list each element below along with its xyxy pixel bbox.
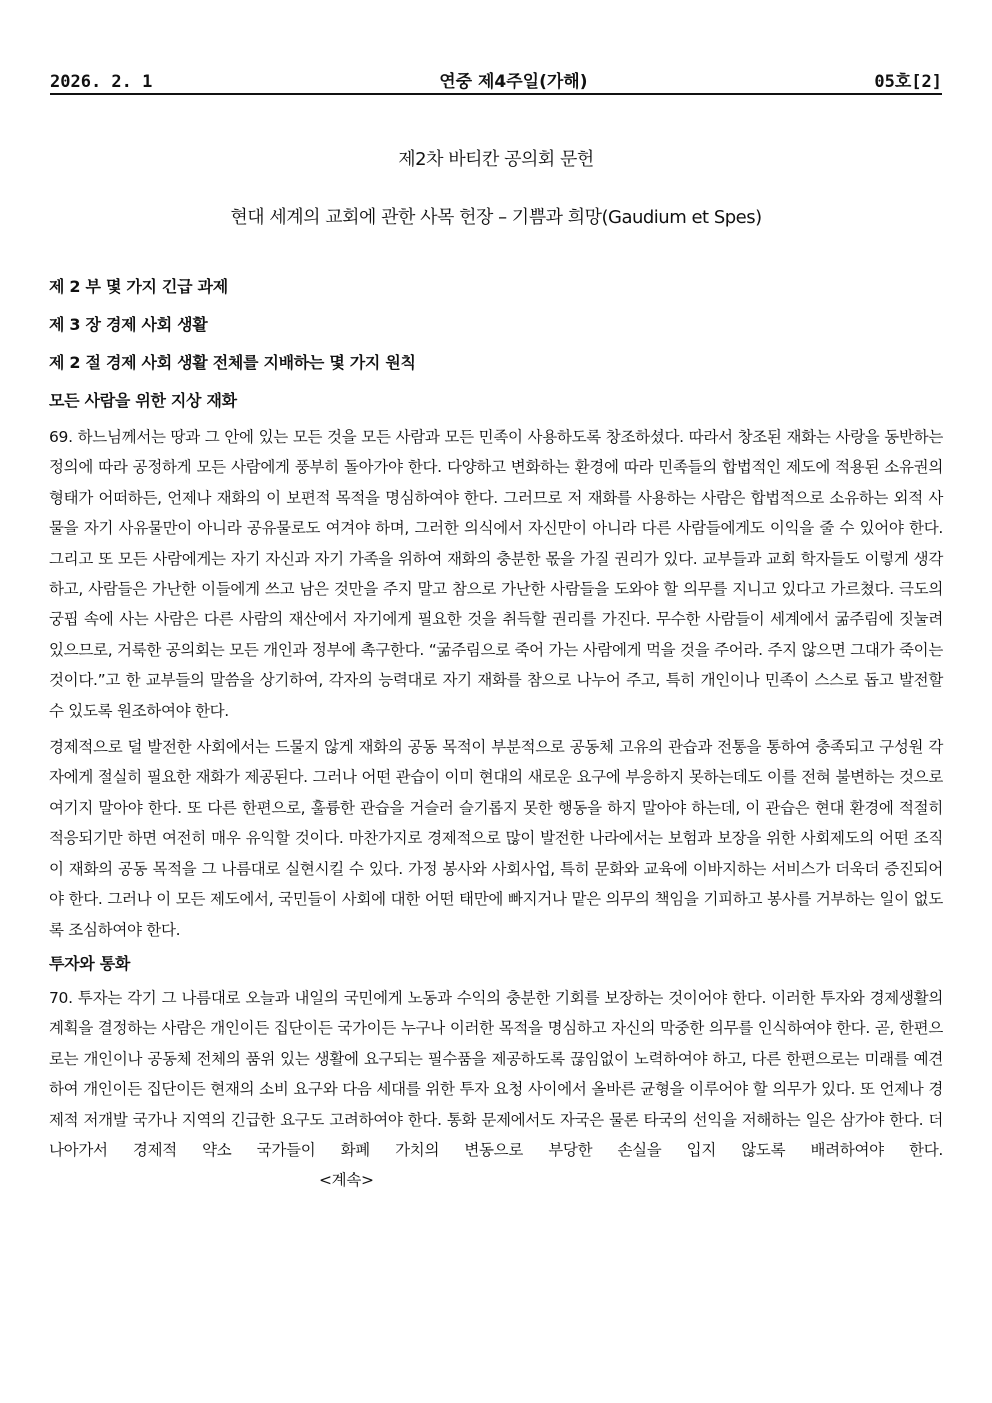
continued-note: <계속>	[319, 1171, 374, 1190]
paragraph-70-text: 70. 투자는 각기 그 나름대로 오늘과 내일의 국민에게 노동과 수익의 충분한 기회를 보장하는 것이어야 한다. 이러한 투자와 경제생활의 계획을 결정하는 사람은 개인이든 집단이든 국가이든 누구나 이러한 목적을 명심하고 자신의 막중한 의무를 인식하여야 한다. 곧, 한편으로는 개인이나 공동체 전체의 품위 있는 생활에 요구되는 필수품을 제공하도록 끊임없이 노력하여야 하고, 다른 한편으로는 미래를 예견하여 개인이든 집단이든 현재의 소비 요구와 다음 세대를 위한 투자 요청 사이에서 올바른 균형을 이루어야 할 의무가 있다. 또 언제나 경제적 저개발 국가나 지역의 긴급한 요구도 고려하여야 한다. 통화 문제에서도 자국은 물론 타국의 선익을 저해하는 일은 삼가야 한다. 더 나아가서 경제적 약소 국가들이 화폐 가치의 변동으로 부당한 손실을 입지 않도록 배려하여야 한다.	[49, 988, 943, 1159]
topic-heading-goods: 모든 사람을 위한 지상 재화	[49, 391, 237, 410]
paragraph-69-continued: 경제적으로 덜 발전한 사회에서는 드물지 않게 재화의 공동 목적이 부분적으로 공동체 고유의 관습과 전통을 통하여 충족되고 구성원 각자에게 절실히 필요한 재화가 제공된다. 그러나 어떤 관습이 이미 현대의 새로운 요구에 부응하지 못하는데도 이를 전혀 불변하는 것으로 여기지 말아야 한다. 또 다른 한편으로, 훌륭한 관습을 거슬러 슬기롭지 못한 행동을 하지 말아야 하는데, 이 관습은 현대 환경에 적절히 적응되기만 하면 여전히 매우 유익할 것이다. 마찬가지로 경제적으로 많이 발전한 나라에서는 보험과 보장을 위한 사회제도의 어떤 조직이 재화의 공동 목적을 그 나름대로 실현시킬 수 있다. 가정 봉사와 사회사업, 특히 문화와 교육에 이바지하는 서비스가 더욱더 증진되어야 한다. 그러나 이 모든 제도에서, 국민들이 사회에 대한 어떤 태만에 빠지거나 맡은 의무의 책임을 기피하고 봉사를 거부하는 일이 없도록 조심하여야 한다.	[49, 738, 943, 939]
document-subtitle: 현대 세계의 교회에 관한 사목 헌장 – 기쁨과 희망(Gaudium et Spes)	[230, 207, 762, 228]
topic-heading-investment: 투자와 통화	[49, 953, 131, 973]
section-heading: 제 2 절 경제 사회 생활 전체를 지배하는 몇 가지 원칙	[49, 353, 416, 372]
paragraph-70	[49, 983, 943, 1196]
header-liturgy: 연중 제4주일(가해)	[439, 72, 588, 92]
chapter-heading: 제 3 장 경제 사회 생활	[49, 315, 208, 334]
header-date: 2026. 2. 1	[50, 72, 153, 92]
part-heading: 제 2 부 몇 가지 긴급 과제	[49, 277, 228, 296]
header-issue: 05호[2]	[874, 72, 942, 92]
page-header	[50, 70, 942, 95]
document-body	[49, 272, 943, 1196]
document-title: 제2차 바티칸 공의회 문헌	[398, 149, 594, 170]
paragraph-69: 69. 하느님께서는 땅과 그 안에 있는 모든 것을 모든 사람과 모든 민족이 사용하도록 창조하셨다. 따라서 창조된 재화는 사랑을 동반하는 정의에 따라 공정하게 모든 사람에게 풍부히 돌아가야 한다. 다양하고 변화하는 환경에 따라 민족들의 합법적인 제도에 적용된 소유권의 형태가 어떠하든, 언제나 재화의 이 보편적 목적을 명심하여야 한다. 그러므로 저 재화를 사용하는 사람은 합법적으로 소유하는 외적 사물을 자기 사유물만이 아니라 공유물로도 여겨야 하며, 그러한 의식에서 자신만이 아니라 다른 사람들에게도 이익을 줄 수 있어야 한다. 그리고 또 모든 사람에게는 자기 자신과 자기 가족을 위하여 재화의 충분한 몫을 가질 권리가 있다. 교부들과 교회 학자들도 이렇게 생각하고, 사람들은 가난한 이들에게 쓰고 남은 것만을 주지 말고 참으로 가난한 사람들을 도와야 할 의무를 지니고 있다고 가르쳤다. 극도의 궁핍 속에 사는 사람은 다른 사람의 재산에서 자기에게 필요한 것을 취득할 권리를 가진다. 무수한 사람들이 세계에서 굶주림에 짓눌려 있으므로, 거룩한 공의회는 모든 개인과 정부에 촉구한다. “굶주림으로 죽어 가는 사람에게 먹을 것을 주어라. 주지 않으면 그대가 죽이는 것이다.”고 한 교부들의 말씀을 상기하여, 각자의 능력대로 자기 재화를 참으로 나누어 주고, 특히 개인이나 민족이 스스로 돕고 발전할 수 있도록 원조하여야 한다.	[49, 428, 943, 720]
